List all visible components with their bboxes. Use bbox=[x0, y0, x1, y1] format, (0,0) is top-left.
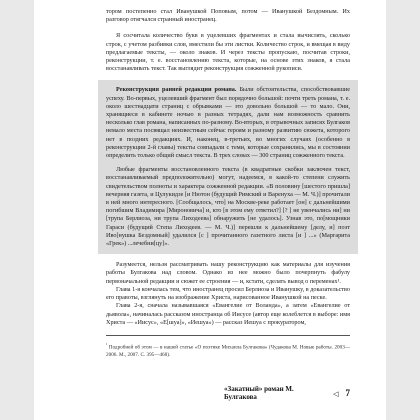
paragraph-4: Глава 1-я кончалась тем, что иностранец просил Берлиоза и Иванушку, в доказательство его правоты, взглянуть на изображение Христа, нарисованное Иванушкой на песке. bbox=[106, 285, 350, 302]
running-head bbox=[224, 386, 350, 400]
box-heading: Реконструкция ранней редакции романа. bbox=[116, 86, 237, 94]
running-head-title: «Закатный» роман М. Булгакова bbox=[224, 385, 294, 401]
paragraph-5: Глава 2-я, сначала называвшаяся «Евангелие от Воланда», а затем «Евангелие от дьявола», начиналась рассказом иностранца об Иисусе (автор еще колеблется в выборе: имя Христа — «Иисус», «Е[шуа]», «Иешуа») — рассказ Иешуа с прокуратором, bbox=[106, 302, 350, 326]
paragraph-3: Разумеется, нельзя рассматривать нашу реконструкцию как материалы для изучения работы Булгакова над словом. Однако из нее можно было почерпнуть фабулу первоначальной редакции и сюжет ее строения — и, кстати, сделать вывод о переменах¹. bbox=[106, 261, 350, 285]
count-paragraph: Я сосчитала количество букв в уцелевших фрагментах и стала вычислять, сколько строк, с учетом разбивки слов, вместили бы эти листки. Количество строк, и вмещая в виду предлагаемые тексты, — около знаков. И через тексты пропускаю, посчитав строки, реконструкции, т. е. восстановлению текста, которые, на основе этих знаков, я стала восстанавливать текст. Так выглядит реконструкция сожженной рукописи. bbox=[106, 32, 350, 73]
book-page bbox=[34, 0, 386, 420]
ornament-icon: ◁ bbox=[333, 389, 339, 398]
opening-paragraph: тором постепенно стал Иванушкой Поповым, потом — Иванушкой Бездомным. Их разговор отягчался странный иностранец. bbox=[106, 8, 350, 24]
footnote-text: Подробней об этом — в нашей статье «О поэтике Михаила Булгакова» (Чудакова М. Новые работы. 2003—2006. М., 2007. С. 395—468). bbox=[106, 344, 351, 358]
highlight-box bbox=[98, 80, 358, 254]
body-text bbox=[106, 8, 350, 327]
box-paragraph-1-text: Были обстоятельства, способствовавшие успеху. Во-первых, уцелевший фрагмент был порядочно большой: почти треть романа, т. е. около шестнадцати страниц с обрывками — это довольно большой — то мало. Они, хранящиеся в кабинете ночью в разных тетрадях, дали нам возможность сравнить несколько глав романа, написанных по-разному. Во-вторых, в отрывочных записях Булгаков немало места посвящал неизвестным сейчас героям и разному развитию сюжета, которого нет в поздних редакциях. И, наконец, в-третьих, во многих случаях (особенно в реконструкции 2-й главы) тексты совпадали с теми, которые сохранились, мы в состоянии определить только общий смысл текста. В трех словах — 300 страниц сожженного текста. bbox=[106, 86, 350, 160]
page-number: 7 bbox=[345, 388, 350, 398]
box-paragraph-2: Любые фрагменты восстановленного текста (в квадратные скобки заключен текст, восстанавливаемый предположительно) могут, надеемся, в какой-то степени служить свидетельством полноты и характера сожженной редакции. «В половину [шестого пришла] вечерняя газета, и Цулукидзе [и Нютон (будущий Римский и Варенуха — М. Ч.)] прочитали в ней много интересного. [Сообщалось, что] на Москве-реке работает [он] с дальнейшими погибшим Владимира [Мироновича] и, кто [в этом ему ответил?] [? ] не увенчались ни] ни [трупа Берлиоза, ни трупа Лиходеева] обнаружить [не удалось]. Узнав это, по[мощники Гараси (будущий Степа Лиходеев. — М. Ч.)] перешли к дальнейшему [делу, и] поэт Иво[нушка Бездомный] удалился [с ] прочитанного газетного листа [и ] ...» (Маргарита «Грек») ...лечебни[цу]». bbox=[106, 166, 350, 248]
footnote-marker: ¹ bbox=[106, 342, 108, 347]
footnote bbox=[106, 341, 350, 359]
footnote-rule bbox=[106, 335, 350, 336]
box-paragraph-1 bbox=[106, 86, 350, 160]
